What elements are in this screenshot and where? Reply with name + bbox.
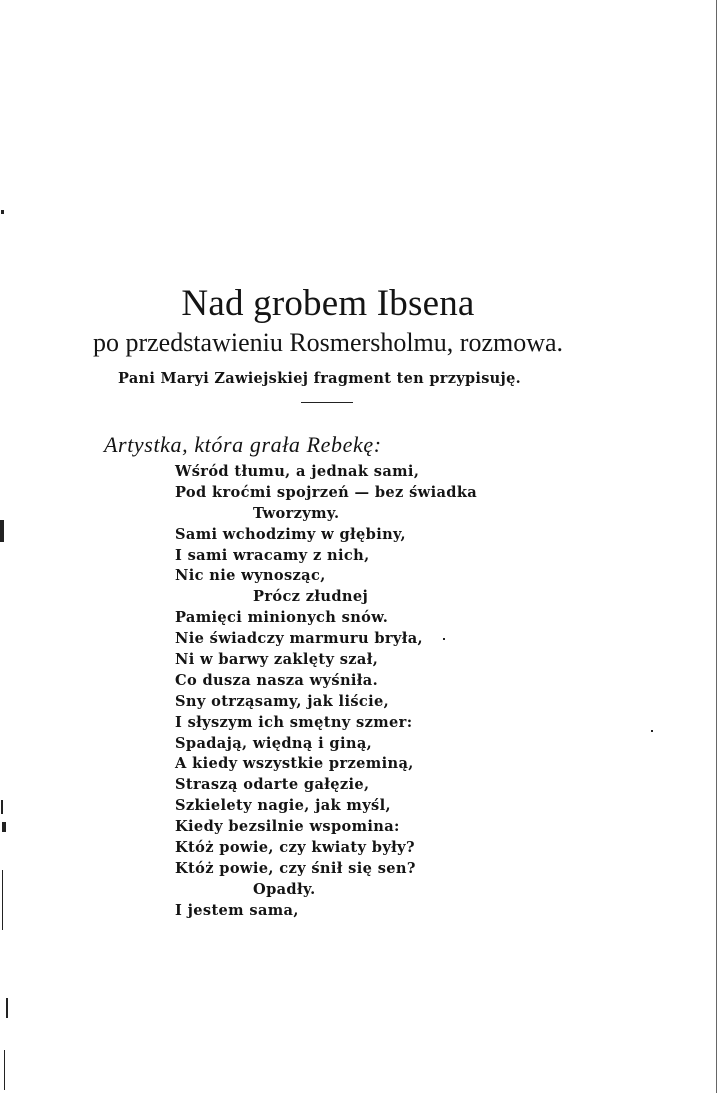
speaker-heading: Artystka, która grała Rebekę: xyxy=(104,432,382,457)
scan-mark xyxy=(1,800,3,814)
poem-line: Sami wchodzimy w głębiny, xyxy=(175,525,406,543)
scan-mark xyxy=(2,870,3,930)
poem-line: Któż powie, czy kwiaty były? xyxy=(175,839,415,857)
page-subtitle: po przedstawieniu Rosmersholmu, rozmowa. xyxy=(92,328,564,357)
poem-line: Szkielety nagie, jak myśl, xyxy=(175,797,391,815)
scan-mark xyxy=(1,210,4,214)
separator-rule xyxy=(301,402,353,403)
poem-line: Pamięci minionych snów. xyxy=(175,609,389,627)
poem-line: I jestem sama, xyxy=(175,901,299,919)
poem-line: Wśród tłumu, a jednak sami, xyxy=(175,463,420,480)
poem-line: I słyszym ich smętny szmer: xyxy=(175,713,413,731)
poem-line: Nic nie wynosząc, xyxy=(175,567,326,585)
poem xyxy=(175,462,477,922)
scan-mark xyxy=(0,520,4,542)
scan-mark xyxy=(651,730,653,732)
poem-line: Któż powie, czy śnił się sen? xyxy=(175,859,416,877)
poem-line: Straszą odarte gałęzie, xyxy=(175,776,370,794)
scan-mark xyxy=(443,638,445,640)
poem-line: A kiedy wszystkie przeminą, xyxy=(175,755,414,773)
poem-line: Sny otrząsamy, jak liście, xyxy=(175,692,390,710)
scan-edge xyxy=(716,0,717,1093)
scan-mark xyxy=(4,1050,5,1090)
poem-line: Ni w barwy zaklęty szał, xyxy=(175,651,379,669)
poem-line: Opadły. xyxy=(253,880,316,898)
poem-line: Nie świadczy marmuru bryła, xyxy=(175,630,423,648)
poem-line: Spadają, więdną i giną, xyxy=(175,734,373,752)
page-title: Nad grobem Ibsena xyxy=(181,283,475,324)
poem-line: Kiedy bezsilnie wspomina: xyxy=(175,818,400,836)
dedication: Pani Maryi Zawiejskiej fragment ten przypisuję. xyxy=(118,370,521,387)
poem-line: Co dusza nasza wyśniła. xyxy=(175,671,379,689)
poem-line: Prócz złudnej xyxy=(253,588,369,606)
scan-mark xyxy=(6,998,8,1018)
poem-line: Tworzymy. xyxy=(253,504,340,522)
poem-line: Pod kroćmi spojrzeń — bez świadka xyxy=(175,483,478,501)
poem-line: I sami wracamy z nich, xyxy=(175,546,370,564)
scan-mark xyxy=(2,822,6,832)
